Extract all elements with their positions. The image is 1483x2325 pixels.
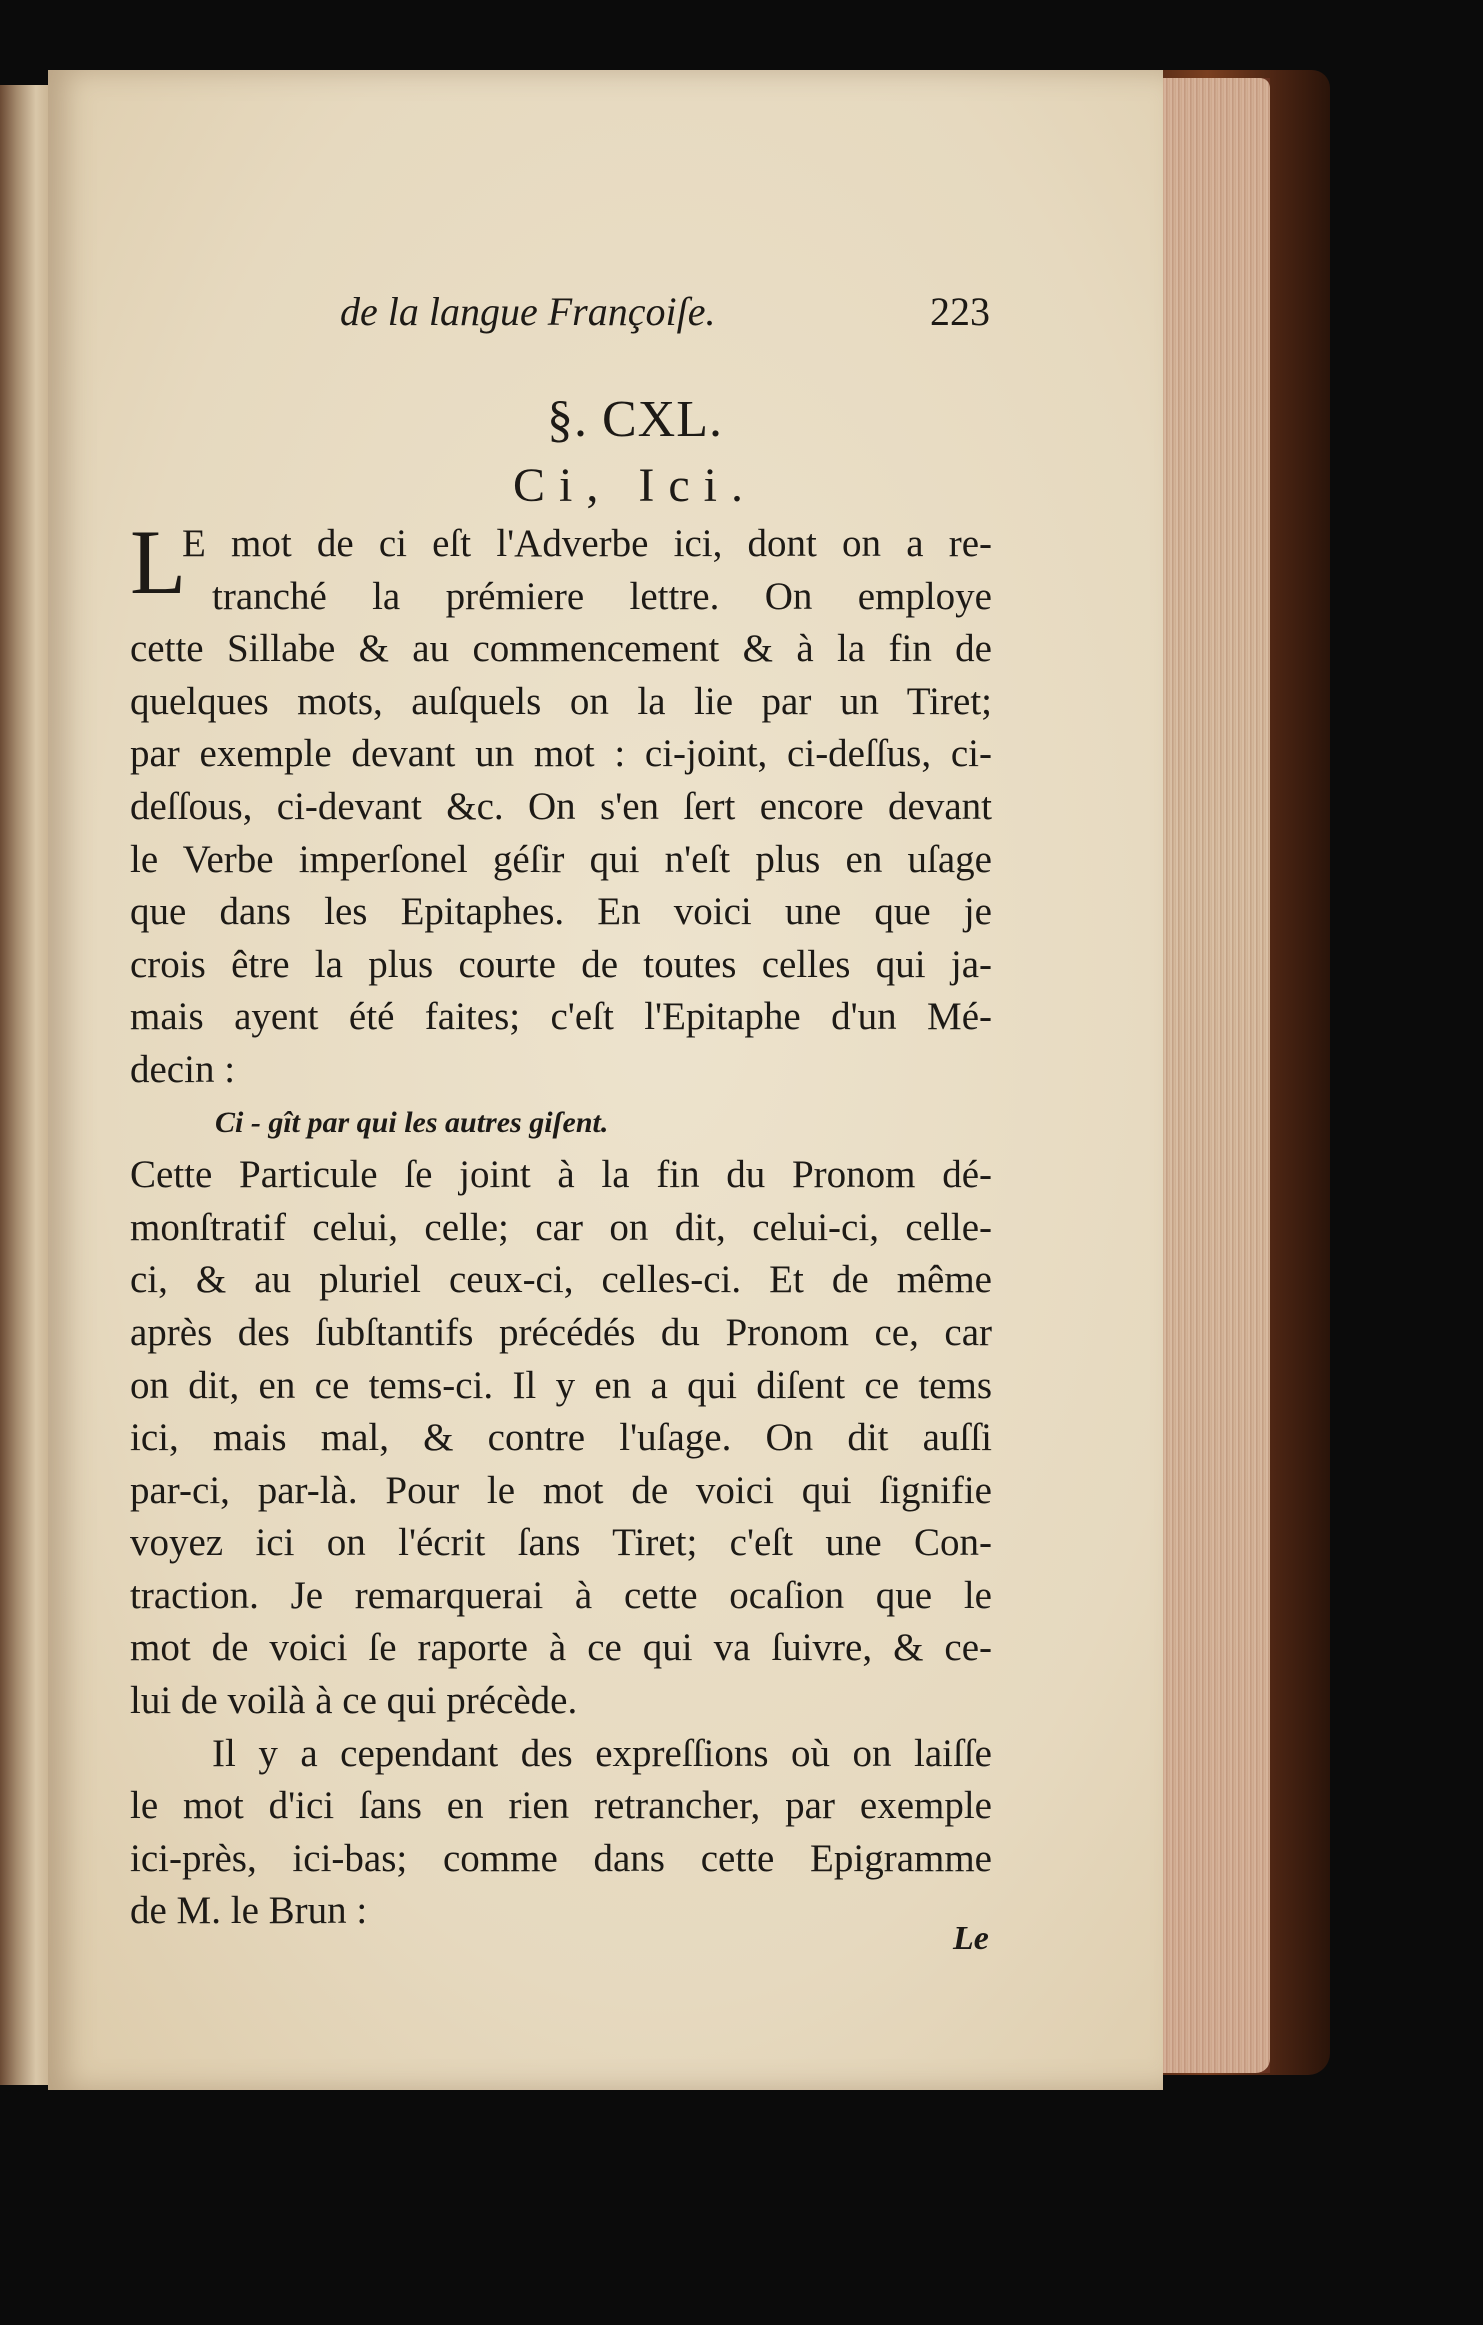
drop-cap: L — [130, 511, 187, 613]
text-line: voyez ici on l'écrit ſans Tiret; c'eſt une Con- — [130, 1521, 992, 1565]
page-stack-edges — [1150, 78, 1270, 2073]
section-title: Ci, Ici. — [513, 459, 757, 512]
text-line: ici-près, ici-bas; comme dans cette Epigramme — [130, 1836, 992, 1880]
text-line: Cette Particule ſe joint à la fin du Pronom dé- — [130, 1153, 992, 1197]
text-line: ici, mais mal, & contre l'uſage. On dit auſſi — [130, 1416, 992, 1460]
text-line-first: E mot de ci eſt l'Adverbe ici, dont on a re- — [182, 522, 992, 565]
text-line: cette Sillabe & au commencement & à la fin de — [130, 627, 992, 671]
text-line: ci, & au pluriel ceux-ci, celles-ci. Et de même — [130, 1258, 992, 1302]
text-line: le mot d'ici ſans en rien retrancher, par exemple — [130, 1784, 992, 1828]
text-line: après des ſubſtantifs précédés du Pronom ce, car — [130, 1310, 992, 1354]
text-line: decin : — [130, 1047, 236, 1091]
running-head: de la langue Françoiſe. — [340, 289, 716, 334]
book-page — [48, 70, 1163, 2090]
page-header — [280, 280, 990, 340]
page-number: 223 — [930, 289, 990, 334]
text-line: Il y a cependant des expreſſions où on laiſſe — [212, 1731, 992, 1775]
text-line: le Verbe imperſonel géſir qui n'eſt plus en uſage — [130, 837, 992, 881]
text-line: de M. le Brun : — [130, 1889, 368, 1933]
text-line: deſſous, ci-devant &c. On s'en ſert encore devant — [130, 784, 992, 828]
text-line: monſtratif celui, celle; car on dit, celui-ci, celle- — [130, 1205, 992, 1249]
catchword: Le — [953, 1920, 989, 1957]
text-line: on dit, en ce tems-ci. Il y en a qui diſent ce tems — [130, 1363, 992, 1407]
text-line: lui de voilà à ce qui précède. — [130, 1679, 578, 1723]
text-line: traction. Je remarquerai à cette ocaſion que le — [130, 1573, 992, 1617]
text-line: crois être la plus courte de toutes celles qui ja- — [130, 942, 992, 986]
text-line: que dans les Epitaphes. En voici une que je — [130, 890, 992, 934]
epitaph-quote: Ci - gît par qui les autres giſent. — [215, 1105, 609, 1139]
left-page-edge — [0, 85, 48, 2085]
body-text — [130, 511, 992, 1938]
section-number: §. CXL. — [547, 391, 723, 448]
text-line: mais ayent été faites; c'eſt l'Epitaphe d'un Mé- — [130, 995, 992, 1039]
text-line: tranché la prémiere lettre. On employe — [212, 574, 992, 618]
text-line: mot de voici ſe raporte à ce qui va ſuivre, & ce- — [130, 1626, 992, 1670]
text-line: par-ci, par-là. Pour le mot de voici qui ſignifie — [130, 1468, 992, 1512]
text-line: par exemple devant un mot : ci-joint, ci-deſſus, ci- — [130, 732, 992, 776]
text-line: quelques mots, auſquels on la lie par un Tiret; — [130, 679, 992, 723]
